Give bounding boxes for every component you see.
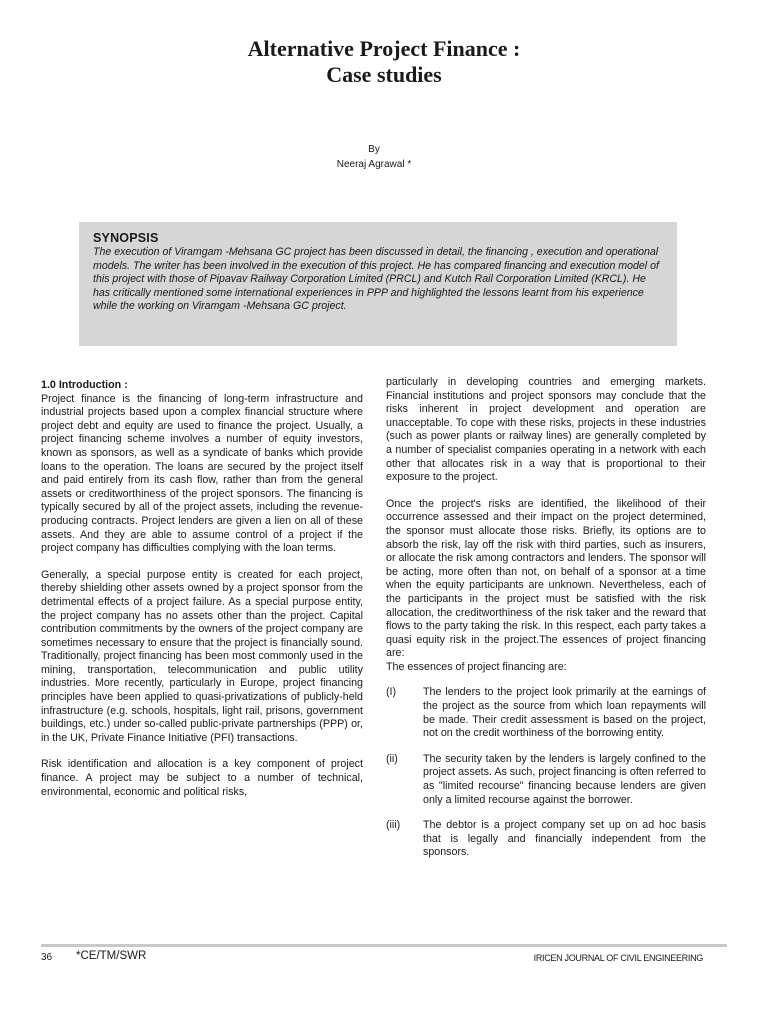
list-item-text: The lenders to the project look primarily at the earnings of the project as the source from which loan repayments will be made. Their credit assessment is based on the project, not on the credit worthiness of the borrowing entity. — [423, 686, 706, 740]
byline-by: By — [368, 144, 380, 155]
section-heading-introduction: 1.0 Introduction : — [41, 379, 128, 391]
left-column — [41, 379, 363, 812]
synopsis-text: The execution of Viramgam -Mehsana GC project has been discussed in detail, the financing , execution and operational models. The writer has been involved in the execution of this project. He has compared financing and execution model of this project with those of Pipavav Railway Corporation Limited (PRCL) and Kutch Rail Corporation Limited (KRCL). He has critically mentioned some international experiences in PPP and highlighted the lessons learnt from his experience while the working on Viramgam -Mehsana GC project. — [93, 246, 659, 313]
article-title — [0, 36, 768, 88]
right-column — [386, 376, 706, 872]
synopsis-heading: SYNOPSIS — [93, 231, 159, 245]
list-item-text: The debtor is a project company set up on ad hoc basis that is legally and financially independent from the sponsors. — [423, 819, 706, 859]
left-paragraph-3: Risk identification and allocation is a key component of project finance. A project may be subject to a number of technical, environmental, economic and political risks, — [41, 758, 363, 798]
synopsis-box — [79, 222, 677, 346]
journal-name: IRICEN JOURNAL OF CIVIL ENGINEERING — [533, 953, 703, 963]
author-footnote: *CE/TM/SWR — [76, 950, 147, 962]
list-marker: (iii) — [386, 819, 401, 832]
footer-rule — [41, 944, 727, 947]
list-item — [386, 753, 706, 807]
title-line-1: Alternative Project Finance : — [247, 36, 521, 61]
right-paragraph-3: The essences of project financing are: — [386, 660, 567, 673]
list-marker: (I) — [386, 686, 397, 699]
list-item — [386, 819, 706, 860]
byline — [0, 142, 748, 172]
title-line-2: Case studies — [326, 62, 442, 87]
left-paragraph-2: Generally, a special purpose entity is created for each project, thereby shielding other assets owned by a project sponsor from the detrimental effects of a project failure. As a special purpose entity, the project company has no assets other than the project. Capital contribution commitments by the owners of the project company are sometimes necessary to ensure that the project is financially sound. Traditionally, project financing has been most commonly used in the mining, transportation, telecommunication and public utility industries. More recently, particularly in Europe, project financing principles have been applied to quasi-privatizations of publicly-held infrastructure (e.g. schools, hospitals, light rail, prisons, government buildings, etc.) under so-called public-private partnerships (PPP) or, in the UK, Private Finance Initiative (PFI) transactions. — [41, 568, 363, 744]
left-paragraph-1: Project finance is the financing of long-term infrastructure and industrial projects based upon a complex financial structure where project debt and equity are used to finance the project. Usually, a project financing scheme involves a number of equity investors, known as sponsors, as well as a syndicate of banks which provide loans to the operation. The loans are secured by the project itself and paid entirely from its cash flow, rather than from the general assets or creditworthiness of the project sponsors. The financing is typically secured by all of the project assets, including the revenue-producing contracts. Project lenders are given a lien on all of these assets. And they are able to assume control of a project if the project company has difficulties complying with the loan terms. — [41, 392, 363, 555]
list-item-text: The security taken by the lenders is largely confined to the project assets. As such, project financing is often referred to as "limited recourse" financing because lenders are given only a limited recourse against the borrower. — [423, 752, 706, 806]
author-name: Neeraj Agrawal * — [336, 159, 412, 170]
right-paragraph-2: Once the project's risks are identified, the likelihood of their occurrence assessed and their impact on the project determined, the sponsor must allocate those risks. Briefly, its options are to absorb the risk, lay off the risk with third parties, such as insurers, or allocate the risk among contractors and lenders. The sponsor will be acting, more often than not, on behalf of a sponsor at a time when the equity participants are unknown. Nevertheless, each of the participants in the project must be satisfied with the risk allocation, the creditworthiness of the risk taker and the reward that flows to the party taking the risk. In this respect, each party takes a quasi equity risk in the project.The essences of project financing are: — [386, 497, 706, 660]
page-number: 36 — [41, 952, 53, 963]
list-marker: (ii) — [386, 752, 398, 765]
right-paragraph-1: particularly in developing countries and emerging markets. Financial institutions and project sponsors may conclude that the risks inherent in project development and operation are unacceptable. To cope with these risks, projects in these industries (such as power plants or railway lines) are generally completed by a number of specialist companies operating in a network with each other that allocates risk in a way that is proportional to their exposure to the project. — [386, 376, 706, 484]
list-item — [386, 686, 706, 740]
